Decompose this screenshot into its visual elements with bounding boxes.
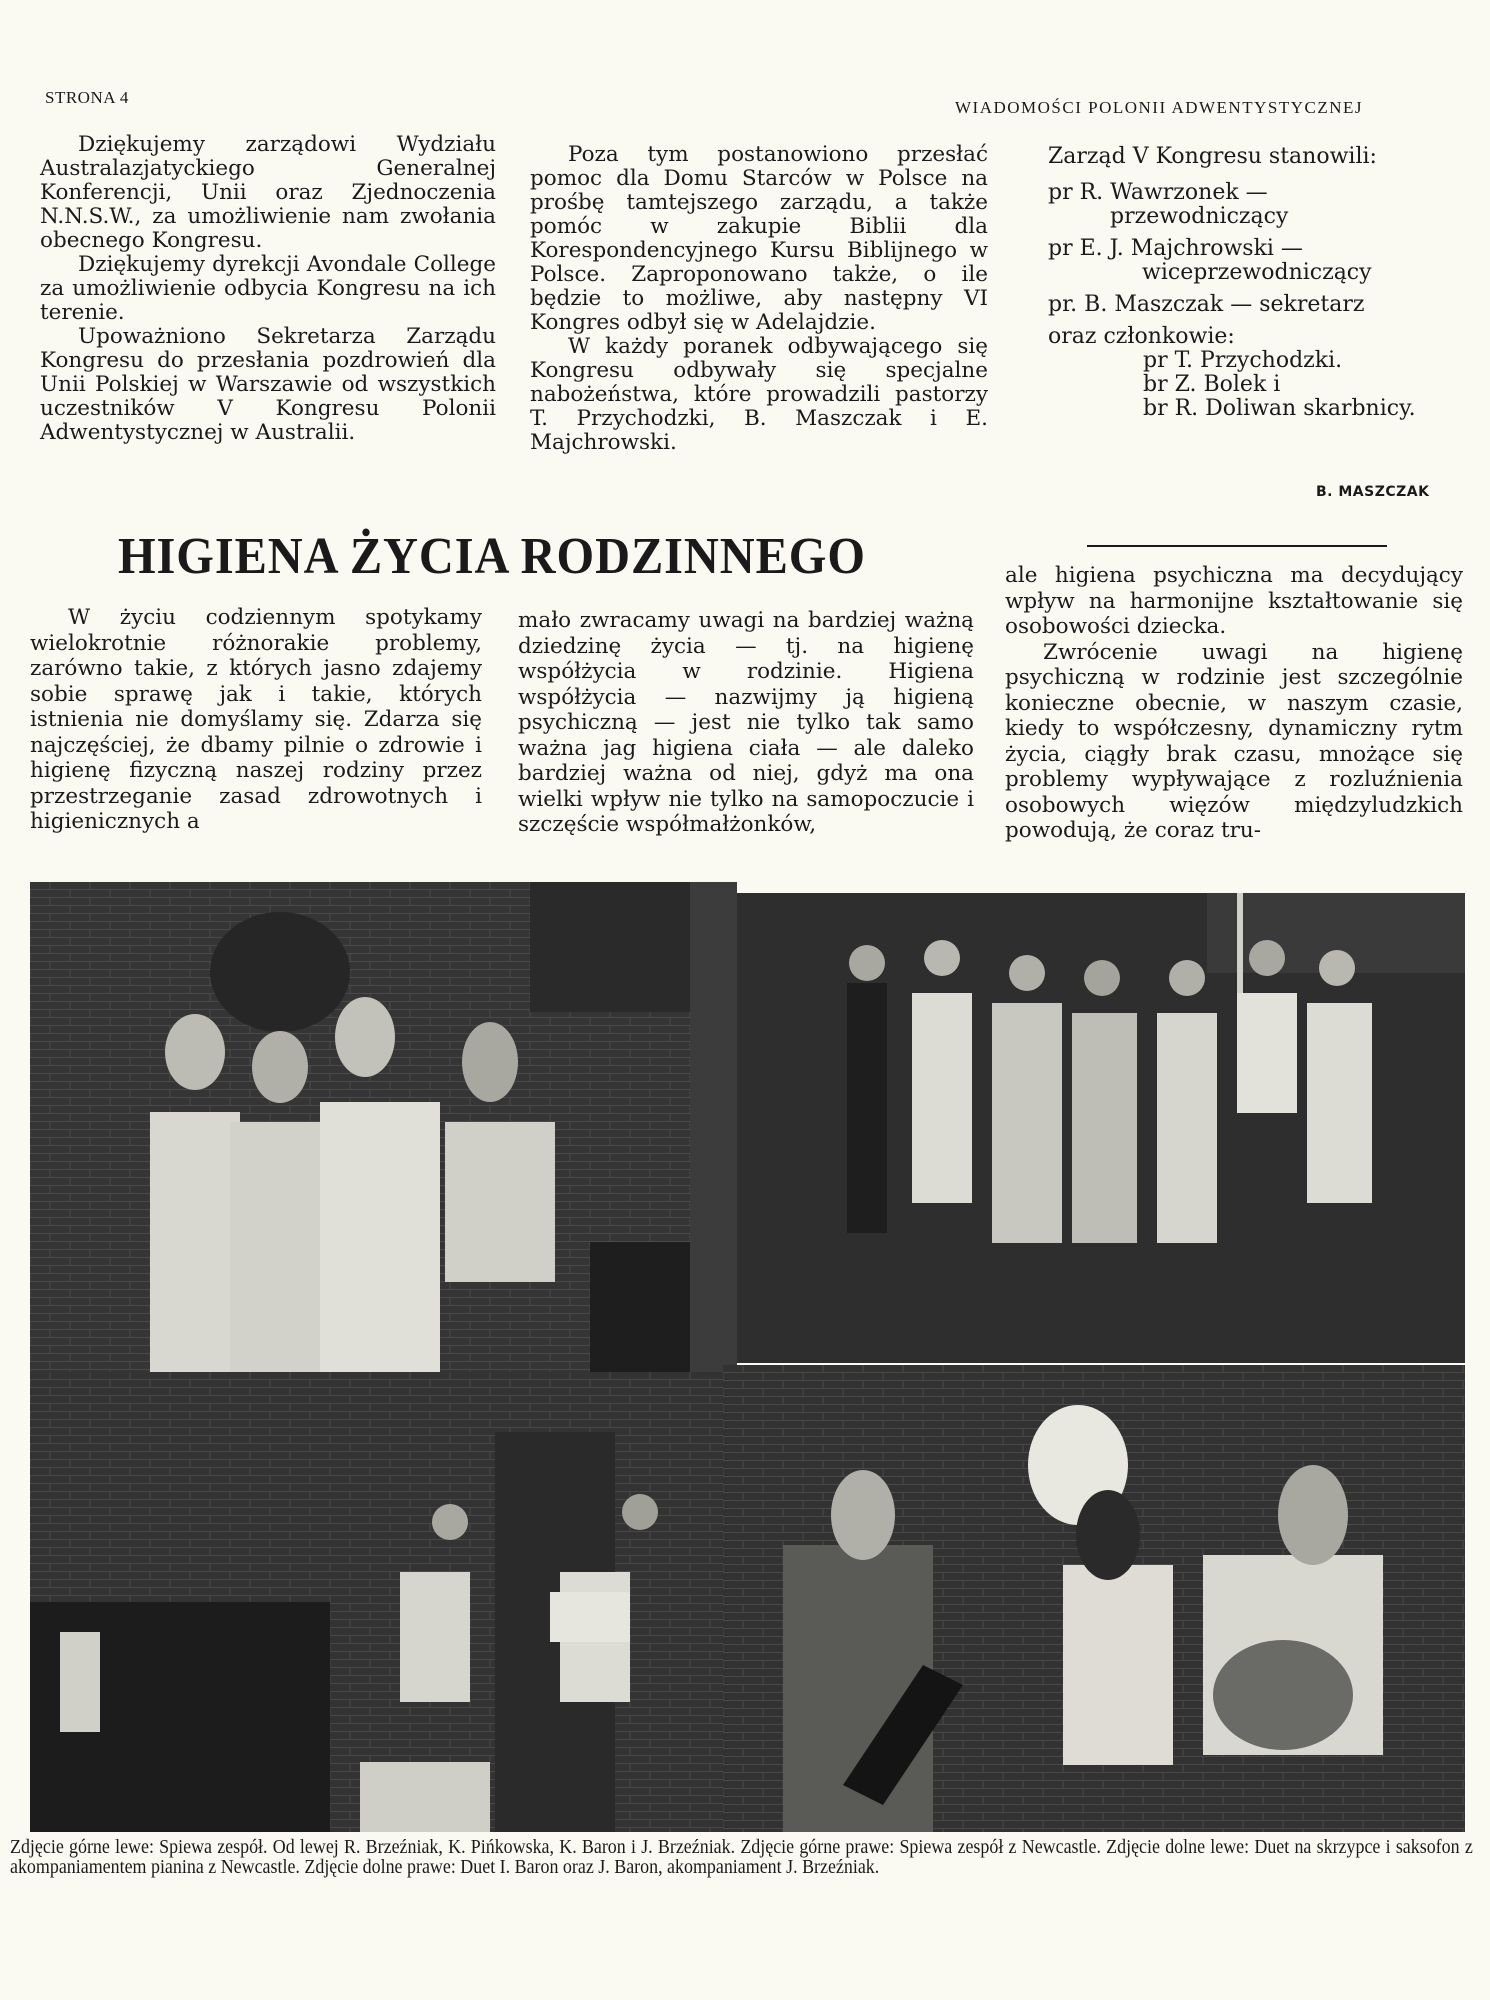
board-member: br R. Doliwan skarbnicy. [1143,396,1416,421]
officer-name: pr R. Wawrzonek — [1048,180,1268,205]
officer-role: wiceprzewodniczący [1142,260,1372,285]
paragraph: ale higiena psychiczna ma decydujący wpływ na harmonijne kształtowanie się osobowości dziecka. [1005,563,1463,639]
paragraph: W każdy poranek odbywającego się Kongresu odbywały się specjalne nabożeństwa, które prowadzili pastorzy T. Przychodzki, B. Maszczak i E. Majchrowski. [530,334,988,455]
board-officer [1048,181,1478,229]
choir-photo [737,893,1465,1363]
paragraph: Dziękujemy dyrekcji Avondale College za umożliwienie odbycia Kongresu na ich terenie. [40,252,496,325]
photo-caption: Zdjęcie górne lewe: Spiewa zespół. Od lewej R. Brzeźniak, K. Pińkowska, K. Baron i J. Brzeźniak. Zdjęcie górne prawe: Spiewa zespół z Newcastle. Zdjęcie dolne lewe: Duet na skrzypce i saksofon z akompaniamentem pianina z Newcastle. Zdjęcie dolne prawe: Duet I. Baron oraz J. Baron, akompaniament J. Brzeźniak. [10,1837,1473,1878]
violin-saxophone-duet-photo [30,1372,723,1832]
paragraph: Zwrócenie uwagi na higienę psychiczną w rodzinie jest szczególnie konieczne obecnie, w naszym czasie, kiedy to współczesny, dynamiczny rytm życia, ciągły brak czasu, mnożące się problemy wypływające z rozluźnienia osobowych więzów międzyludzkich powodują, że coraz tru- [1005,639,1463,843]
article-headline: HIGIENA ŻYCIA RODZINNEGO [118,528,866,585]
paragraph: Poza tym postanowiono przesłać pomoc dla Domu Starców w Polsce na prośbę tamtejszego zarządu, a także pomóc w zakupie Biblii dla Korespondencyjnego Kursu Biblijnego w Polsce. Zaproponowano także, o ile będzie to możliwe, aby następny VI Kongres odbył się w Adelajdzie. [530,142,988,335]
article-column-2 [518,608,974,838]
paragraph: W życiu codziennym spotykamy wielokrotnie różnorakie problemy, zarówno takie, z których jasno zdajemy sobie sprawę jak i takie, których istnienia nie domyślamy się. Zdarza się najczęściej, że dbamy pilnie o zdrowie i higienę fizyczną naszej rodziny przez przestrzeganie zasad zdrowotnych i higienicznych a [30,605,482,834]
board-member: br Z. Bolek i [1143,372,1281,397]
board-officer [1048,293,1478,317]
members-intro: oraz członkowie: [1048,324,1235,349]
paragraph: Upoważniono Sekretarza Zarządu Kongresu do przesłania pozdrowień dla Unii Polskiej w Warszawie od wszystkich uczestników V Kongresu Polonii Adwentystycznej w Australii. [40,324,496,445]
section-divider [1087,545,1387,547]
publication-title: WIADOMOŚCI POLONII ADWENTYSTYCZNEJ [955,98,1363,117]
officer-name: pr E. J. Majchrowski — [1048,236,1303,261]
paragraph: Dziękujemy zarządowi Wydziału Australazjatyckiego Generalnej Konferencji, Unii oraz Zjednoczenia N.N.S.W., za umożliwienie nam zwołania obecnego Kongresu. [40,132,496,253]
guitar-duet-photo [723,1365,1465,1832]
officer-role: przewodniczący [1110,204,1289,229]
paragraph: mało zwracamy uwagi na bardziej ważną dziedzinę życia — tj. na higienę współżycia w rodzinie. Higiena współżycia — nazwijmy ją higieną psychiczną — jest nie tylko tak samo ważna jag higiena ciała — ale daleko bardziej ważna od niej, gdyż ma ona wielki wpływ nie tylko na samopoczucie i szczęście współmałżonków, [518,608,974,837]
board-member: pr T. Przychodzki. [1143,348,1343,373]
article-column-3 [1005,563,1463,844]
report-column-2 [530,143,988,455]
board-title: Zarząd V Kongresu stanowili: [1048,144,1377,169]
page-number: STRONA 4 [45,88,129,107]
singing-group-photo [30,882,737,1372]
author-signature: B. MASZCZAK [1316,484,1430,500]
board-officer [1048,237,1478,285]
board-list [1048,145,1478,421]
article-column-1 [30,605,482,835]
officer-name: pr. B. Maszczak — sekretarz [1048,292,1365,317]
report-column-1 [40,133,496,445]
